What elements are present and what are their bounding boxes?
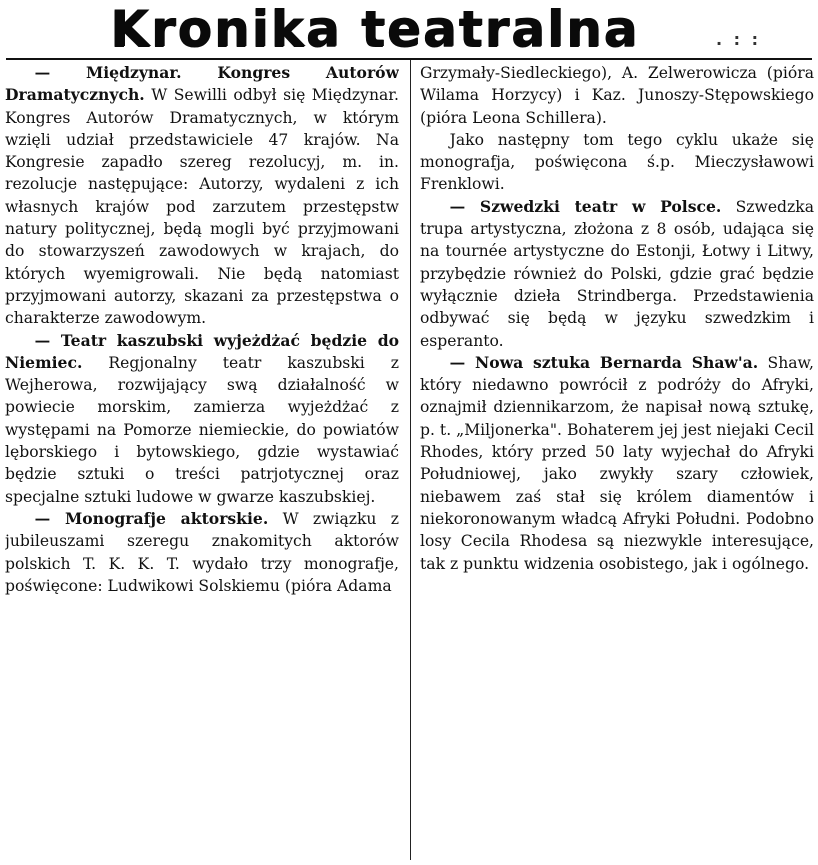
article-headline: — Monografje aktorskie. [34, 508, 269, 528]
page-title: Kronika teatralna [110, 0, 640, 58]
column-left [5, 62, 399, 862]
article-body: W Sewilli odbył się Międzynar. Kongres Autorów Dramatycznych, w którym wzięli udział przedstawiciele 47 krajów. Na Kongresie zapadło szereg rezolucyj, m. in. rezolucje następujące: Autorzy, wydaleni z ich własnych krajów pod zarzutem przestępstw natury politycznej, będą mogli być przyjmowani do stowarzyszeń zawodowych w krajach, do których wyemigrowali. Nie będą natomiast przyjmowani autorzy, skazani za przestępstwa o charakterze zawodowym. [5, 86, 399, 328]
column-divider [410, 60, 411, 860]
title-ornament: . : : [716, 30, 762, 49]
article-body: W związku z jubileuszami szeregu znakomitych aktorów polskich T. K. K. T. wydało trzy monografje, poświęcone: Ludwikowi Solskiemu (pióra Adama [5, 509, 399, 595]
article-teatr-kaszubski [5, 330, 399, 508]
article-body: Regjonalny teatr kaszubski z Wejherowa, rozwijający swą działalność w powiecie morskim, zamierza wyjeżdżać z występami na Pomorze niemieckie, do powiatów lęborskiego i bytowskiego, gdzie wystawiać będzie sztuki o treści patrjotycznej oraz specjalne sztuki ludowe w gwarze kaszubskiej. [5, 353, 399, 506]
masthead-rule [6, 58, 812, 60]
article-shaw [420, 352, 814, 575]
masthead [6, 0, 812, 62]
article-headline: — Nowa sztuka Bernarda Shaw'a. [449, 352, 759, 372]
article-kongres [5, 62, 399, 330]
article-monografje [5, 508, 399, 597]
article-monografje-continuation: Grzymały-Siedleckiego), A. Zelwerowicza (pióra Wilama Horzycy) i Kaz. Junoszy-Stępowskiego (pióra Leona Schillera). [420, 64, 814, 127]
article-body: Shaw, który niedawno powrócił z podróży do Afryki, oznajmił dziennikarzom, że napisał nową sztukę, p. t. „Miljonerka". Bohaterem jej jest niejaki Cecil Rhodes, który przed 50 laty wyjechał do Afryki Południowej, jako zwykły szary człowiek, niebawem zaś stał się królem diamentów i niekoronowanym władcą Afryki Południ. Podobno losy Cecila Rhodesa są niezwykle interesujące, tak z punktu widzenia osobistego, jak i ogólnego. [420, 353, 814, 573]
article-headline: — Szwedzki teatr w Polsce. [449, 196, 722, 216]
article-szwedzki-teatr [420, 196, 814, 352]
column-right [420, 62, 814, 862]
article-headline: — Międzynar. Kongres Autorów Dramatycznych. [5, 63, 399, 105]
article-nastepny-tom: Jako następny tom tego cyklu ukaże się monografja, poświęcona ś.p. Mieczysławowi Frenklowi. [420, 130, 814, 194]
article-body: Szwedzka trupa artystyczna, złożona z 8 osób, udająca się na tournée artystyczne do Estonji, Łotwy i Litwy, przybędzie również do Polski, gdzie grać będzie wyłącznie dzieła Strindberga. Przedstawienia odbywać się będą w języku szwedzkim i esperanto. [420, 197, 814, 350]
article-headline: — Teatr kaszubski wyjeżdżać będzie do Niemiec. [5, 330, 399, 372]
